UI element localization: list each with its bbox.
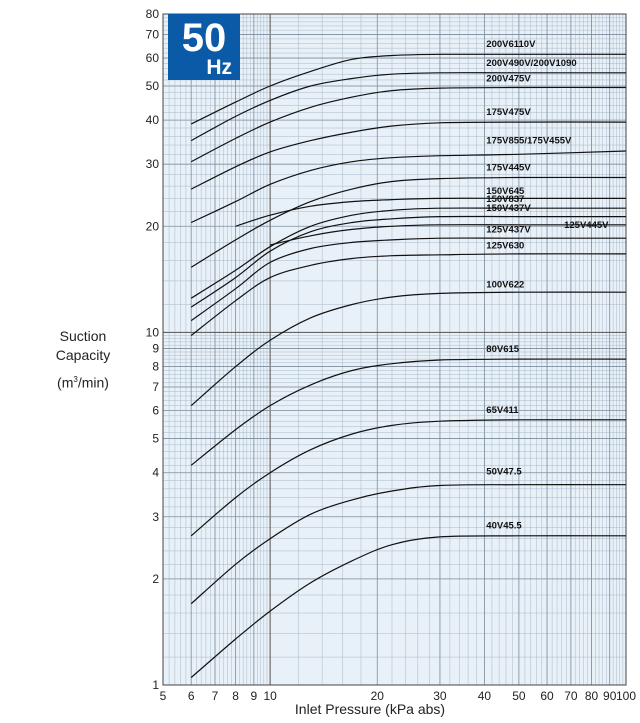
y-tick-label: 50 [145,78,159,93]
curve-label: 80V615 [486,343,520,355]
y-tick-label: 9 [152,341,159,356]
curve-label: 125V437V [486,224,531,236]
x-tick-label: 40 [477,689,492,703]
x-tick-label: 50 [512,689,526,703]
curve-label: 175V475V [486,107,531,119]
x-tick-label: 9 [250,689,258,703]
x-tick-label: 5 [159,689,167,703]
y-tick-label: 70 [145,27,159,42]
curve-label: 200V6110V [486,38,536,50]
y-tick-label: 60 [145,51,159,66]
x-tick-label: 10 [263,689,277,703]
x-tick-label: 100 [615,689,637,703]
x-tick-label: 80 [584,689,599,703]
y-tick-label: 1 [152,678,159,692]
frequency-badge [168,14,240,80]
curve-label: 175V445V [486,162,531,174]
y-label-line2: Capacity [55,347,111,363]
curve-label: 150V437V [486,202,531,214]
y-tick-label: 4 [152,465,159,480]
x-tick-label: 6 [187,689,195,703]
y-tick-label: 3 [152,509,159,524]
x-tick-label: 70 [564,689,578,703]
curve-label: 200V475V [486,73,531,85]
curve-label: 150V837 [486,194,525,206]
x-tick-label: 7 [211,689,219,703]
y-tick-label: 40 [145,113,159,128]
y-tick-label: 8 [152,359,159,374]
curve-label: 50V47.5 [486,466,522,478]
y-label-line1: Suction [59,328,107,344]
curve-label: 40V45.5 [486,520,522,532]
x-tick-label: 8 [232,689,239,703]
plot-background [163,14,626,685]
curve-label: 150V645 [486,185,525,197]
y-label-unit: $(m^3/\min)$ [57,374,109,391]
y-tick-label: 6 [152,403,159,418]
y-tick-label: 7 [152,380,159,395]
y-tick-label: 2 [152,571,159,586]
curve-label: 175V855/175V455V [486,135,572,147]
frequency-unit: Hz [206,56,232,79]
curve-label: 200V490V/200V1090 [486,57,577,69]
y-tick-label: 30 [145,157,159,172]
curve-label: 100V622 [486,279,525,291]
x-tick-label: 90 [603,689,617,703]
curve-label: 125V445V [564,219,609,231]
curve-label: 65V411 [486,405,519,417]
y-tick-label: 5 [152,431,159,446]
y-tick-label: 10 [145,325,159,340]
frequency-value: 50 [181,16,227,60]
y-axis-label [38,327,128,393]
x-tick-label: 60 [540,689,554,703]
curve-label: 125V630 [486,240,525,252]
y-tick-label: 20 [145,219,159,234]
x-tick-label: 20 [370,689,384,703]
x-tick-label: 30 [433,689,447,703]
y-tick-label: 80 [145,7,159,21]
x-axis-label: Inlet Pressure (kPa abs) [294,701,446,717]
